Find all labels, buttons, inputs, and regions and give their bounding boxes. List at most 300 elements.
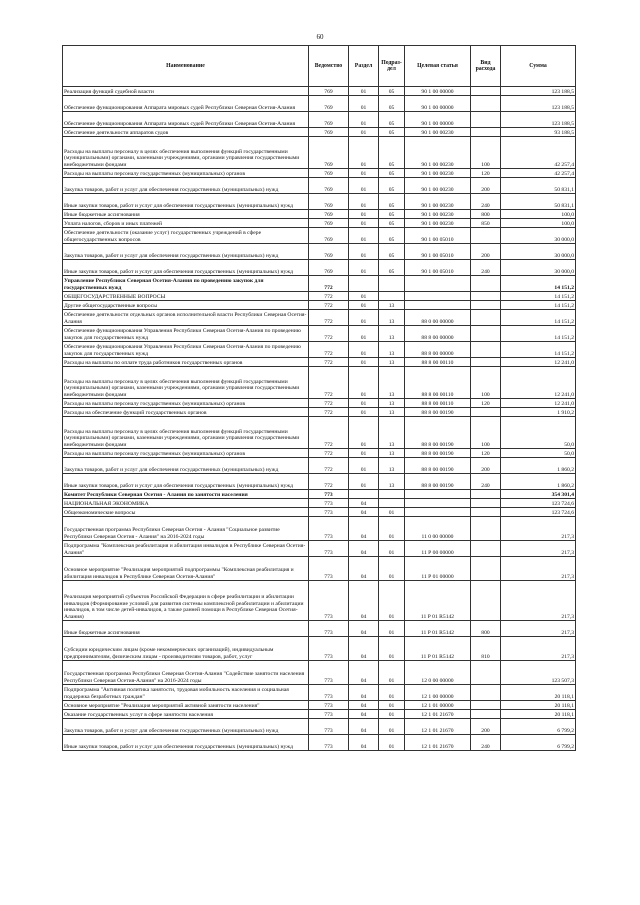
- cell-subsection: 13: [379, 301, 405, 310]
- cell-amount: 12 241,0: [501, 367, 576, 399]
- table-row: [63, 449, 576, 458]
- table-row: [63, 292, 576, 301]
- cell-name: Подпрограмма "Активная политика занятости, трудовая мобильность населения и социальная поддержка безработных граждан": [63, 685, 309, 701]
- cell-section: 01: [349, 399, 379, 408]
- cell-target-article: 88 8 00 00000: [405, 326, 471, 342]
- cell-name: Расходы на выплаты по оплате труда работников государственных органов: [63, 358, 309, 367]
- table-row: [63, 310, 576, 326]
- cell-target-article: 90 1 00 05010: [405, 260, 471, 276]
- table-row: [63, 701, 576, 710]
- cell-target-article: 11 Р 01 R5142: [405, 621, 471, 637]
- cell-subsection: 13: [379, 358, 405, 367]
- cell-expense-type: [471, 301, 501, 310]
- cell-department: 773: [309, 499, 349, 508]
- header-target-article: Целевая статья: [405, 46, 471, 87]
- cell-expense-type: [471, 276, 501, 292]
- cell-name: Реализация функций судебной власти: [63, 87, 309, 96]
- cell-expense-type: 200: [471, 178, 501, 194]
- cell-subsection: 01: [379, 557, 405, 581]
- cell-subsection: 05: [379, 87, 405, 96]
- header-subsection: Подраз- дел: [379, 46, 405, 87]
- cell-subsection: 01: [379, 621, 405, 637]
- table-row: [63, 621, 576, 637]
- cell-expense-type: 800: [471, 621, 501, 637]
- table-row: [63, 735, 576, 751]
- cell-section: 01: [349, 210, 379, 219]
- cell-section: 04: [349, 735, 379, 751]
- cell-amount: 6 799,2: [501, 735, 576, 751]
- cell-target-article: 90 1 00 00000: [405, 87, 471, 96]
- cell-amount: 12 241,0: [501, 358, 576, 367]
- cell-target-article: [405, 276, 471, 292]
- cell-subsection: 05: [379, 169, 405, 178]
- cell-name: Обеспечение функционирования Аппарата мировых судей Республики Северная Осетия-Алания: [63, 112, 309, 128]
- table-row: [63, 169, 576, 178]
- cell-department: 769: [309, 128, 349, 137]
- table-row: [63, 637, 576, 661]
- cell-amount: 1 860,2: [501, 474, 576, 490]
- cell-amount: 93 188,5: [501, 128, 576, 137]
- cell-section: 01: [349, 301, 379, 310]
- cell-section: 01: [349, 458, 379, 474]
- cell-department: 772: [309, 358, 349, 367]
- cell-target-article: 90 1 00 00230: [405, 178, 471, 194]
- cell-name: Реализация мероприятий субъектов Российской Федерации в сфере реабилитации и абилитации инвалидов (Формирование условий для развития системы комплексной реабилитации и абилитации инвалидов, в том числе детей-инвалидов, а также ранней помощи в Республике Северная Осетия-Алания): [63, 581, 309, 621]
- table-row: [63, 358, 576, 367]
- cell-expense-type: [471, 292, 501, 301]
- table-row: [63, 228, 576, 244]
- cell-amount: 217,3: [501, 557, 576, 581]
- cell-name: Закупка товаров, работ и услуг для обеспечения государственных (муниципальных) нужд: [63, 719, 309, 735]
- cell-name: Иные закупки товаров, работ и услуг для обеспечения государственных (муниципальных) нужд: [63, 194, 309, 210]
- cell-subsection: 01: [379, 517, 405, 541]
- cell-subsection: 13: [379, 408, 405, 417]
- cell-name: НАЦИОНАЛЬНАЯ ЭКОНОМИКА: [63, 499, 309, 508]
- cell-department: 773: [309, 508, 349, 517]
- budget-table: [62, 45, 576, 751]
- cell-target-article: 11 Р 01 R5142: [405, 581, 471, 621]
- cell-department: 769: [309, 112, 349, 128]
- cell-section: 01: [349, 137, 379, 169]
- cell-amount: 123 507,3: [501, 661, 576, 685]
- cell-expense-type: [471, 541, 501, 557]
- cell-subsection: 05: [379, 137, 405, 169]
- cell-subsection: 05: [379, 260, 405, 276]
- cell-name: Обеспечение деятельности (оказание услуг) государственных учреждений в сфере общегосударственных вопросов: [63, 228, 309, 244]
- cell-subsection: 01: [379, 735, 405, 751]
- table-row: [63, 367, 576, 399]
- table-row: [63, 458, 576, 474]
- cell-subsection: [379, 499, 405, 508]
- cell-name: Расходы на выплаты персоналу в целях обеспечения выполнения функций государственными (муниципальными) органами, казенными учреждениями, органами управления государственными внебюджетными фондами: [63, 137, 309, 169]
- cell-name: Закупка товаров, работ и услуг для обеспечения государственных (муниципальных) нужд: [63, 244, 309, 260]
- cell-amount: 30 000,0: [501, 260, 576, 276]
- cell-department: 773: [309, 710, 349, 719]
- cell-amount: 6 799,2: [501, 719, 576, 735]
- cell-expense-type: [471, 710, 501, 719]
- cell-target-article: 90 1 00 05010: [405, 228, 471, 244]
- table-body: [63, 87, 576, 751]
- cell-subsection: 13: [379, 326, 405, 342]
- cell-subsection: 01: [379, 710, 405, 719]
- cell-department: 769: [309, 96, 349, 112]
- cell-name: Иные закупки товаров, работ и услуг для обеспечения государственных (муниципальных) нужд: [63, 474, 309, 490]
- cell-name: Иные закупки товаров, работ и услуг для обеспечения государственных (муниципальных) нужд: [63, 735, 309, 751]
- cell-name: Закупка товаров, работ и услуг для обеспечения государственных (муниципальных) нужд: [63, 178, 309, 194]
- cell-name: Иные бюджетные ассигнования: [63, 210, 309, 219]
- cell-target-article: 11 Р 01 00000: [405, 557, 471, 581]
- cell-target-article: 88 0 00 00000: [405, 310, 471, 326]
- cell-department: 772: [309, 399, 349, 408]
- cell-amount: 14 151,2: [501, 301, 576, 310]
- cell-name: Другие общегосударственные вопросы: [63, 301, 309, 310]
- cell-expense-type: [471, 499, 501, 508]
- cell-subsection: 05: [379, 194, 405, 210]
- cell-expense-type: 100: [471, 367, 501, 399]
- cell-target-article: [405, 301, 471, 310]
- cell-subsection: 13: [379, 399, 405, 408]
- cell-name: Расходы на выплаты персоналу государственных (муниципальных) органов: [63, 399, 309, 408]
- cell-department: 773: [309, 557, 349, 581]
- cell-amount: 30 000,0: [501, 244, 576, 260]
- cell-target-article: 88 8 00 00110: [405, 358, 471, 367]
- cell-amount: 123 188,5: [501, 87, 576, 96]
- table-row: [63, 710, 576, 719]
- cell-expense-type: [471, 326, 501, 342]
- cell-section: 01: [349, 292, 379, 301]
- cell-expense-type: [471, 701, 501, 710]
- cell-subsection: 13: [379, 474, 405, 490]
- cell-target-article: [405, 490, 471, 499]
- cell-amount: 50 831,1: [501, 194, 576, 210]
- cell-name: Закупка товаров, работ и услуг для обеспечения государственных (муниципальных) нужд: [63, 458, 309, 474]
- cell-section: 04: [349, 517, 379, 541]
- cell-target-article: 90 1 00 00230: [405, 219, 471, 228]
- cell-department: 773: [309, 621, 349, 637]
- cell-expense-type: 810: [471, 637, 501, 661]
- cell-name: Обеспечение деятельности отдельных органов исполнительной власти Республики Северная Осетия-Алания: [63, 310, 309, 326]
- cell-target-article: 88 8 00 00190: [405, 417, 471, 449]
- table-row: [63, 326, 576, 342]
- cell-section: 01: [349, 326, 379, 342]
- cell-name: Обеспечение функционирования Аппарата мировых судей Республики Северная Осетия-Алания: [63, 96, 309, 112]
- cell-subsection: 13: [379, 310, 405, 326]
- cell-target-article: 12 1 01 00000: [405, 701, 471, 710]
- cell-name: Расходы на выплаты персоналу в целях обеспечения выполнения функций государственными (муниципальными) органами, казенными учреждениями, органами управления государственными внебюджетными фондами: [63, 367, 309, 399]
- cell-name: Расходы на выплаты персоналу в целях обеспечения выполнения функций государственными (муниципальными) органами, казенными учреждениями, органами управления государственными внебюджетными фондами: [63, 417, 309, 449]
- cell-name: Обеспечение деятельности аппаратов судов: [63, 128, 309, 137]
- cell-section: 01: [349, 408, 379, 417]
- cell-section: 01: [349, 228, 379, 244]
- cell-amount: 123 188,5: [501, 96, 576, 112]
- cell-expense-type: [471, 581, 501, 621]
- cell-section: 01: [349, 310, 379, 326]
- cell-subsection: 13: [379, 342, 405, 358]
- cell-department: 773: [309, 685, 349, 701]
- cell-subsection: 05: [379, 210, 405, 219]
- cell-department: 773: [309, 719, 349, 735]
- cell-subsection: 05: [379, 219, 405, 228]
- cell-expense-type: [471, 517, 501, 541]
- cell-department: 772: [309, 474, 349, 490]
- cell-subsection: 01: [379, 719, 405, 735]
- cell-section: 01: [349, 178, 379, 194]
- cell-subsection: 05: [379, 228, 405, 244]
- cell-name: ОБЩЕГОСУДАРСТВЕННЫЕ ВОПРОСЫ: [63, 292, 309, 301]
- cell-name: Расходы на выплаты персоналу государственных (муниципальных) органов: [63, 449, 309, 458]
- cell-name: Основное мероприятие "Реализация мероприятий подпрограммы "Комплексная реабилитация и абилитация инвалидов в Республике Северная Осетия-Алания": [63, 557, 309, 581]
- cell-department: 769: [309, 244, 349, 260]
- cell-department: 769: [309, 228, 349, 244]
- cell-subsection: 13: [379, 417, 405, 449]
- cell-department: 769: [309, 219, 349, 228]
- cell-section: 04: [349, 661, 379, 685]
- cell-name: Иные бюджетные ассигнования: [63, 621, 309, 637]
- cell-subsection: 05: [379, 128, 405, 137]
- cell-department: 772: [309, 292, 349, 301]
- cell-expense-type: [471, 128, 501, 137]
- table-row: [63, 260, 576, 276]
- cell-subsection: 05: [379, 244, 405, 260]
- cell-section: 01: [349, 474, 379, 490]
- cell-department: 773: [309, 661, 349, 685]
- cell-target-article: 90 1 00 00230: [405, 128, 471, 137]
- header-section: Раздел: [349, 46, 379, 87]
- cell-target-article: 88 8 00 00190: [405, 408, 471, 417]
- table-row: [63, 276, 576, 292]
- cell-department: 773: [309, 541, 349, 557]
- table-header-row: [63, 46, 576, 87]
- cell-expense-type: 120: [471, 399, 501, 408]
- cell-target-article: 90 1 00 00230: [405, 169, 471, 178]
- cell-name: Расходы на выплаты персоналу государственных (муниципальных) органов: [63, 169, 309, 178]
- cell-department: 769: [309, 137, 349, 169]
- cell-expense-type: 240: [471, 260, 501, 276]
- cell-target-article: 88 8 00 00190: [405, 449, 471, 458]
- cell-target-article: [405, 292, 471, 301]
- cell-subsection: 05: [379, 178, 405, 194]
- cell-subsection: 01: [379, 685, 405, 701]
- table-row: [63, 194, 576, 210]
- cell-section: 04: [349, 637, 379, 661]
- cell-amount: 20 118,1: [501, 685, 576, 701]
- cell-department: 772: [309, 301, 349, 310]
- cell-section: 04: [349, 701, 379, 710]
- cell-subsection: 01: [379, 661, 405, 685]
- cell-expense-type: 100: [471, 417, 501, 449]
- cell-amount: 217,3: [501, 637, 576, 661]
- table-row: [63, 581, 576, 621]
- cell-target-article: 88 8 00 00110: [405, 399, 471, 408]
- cell-subsection: 13: [379, 449, 405, 458]
- cell-target-article: 88 8 00 00190: [405, 474, 471, 490]
- cell-subsection: 13: [379, 367, 405, 399]
- cell-amount: 14 151,2: [501, 292, 576, 301]
- cell-name: Обеспечение функционирования Управления Республики Северная Осетия-Алания по проведению закупок для государственных нужд: [63, 342, 309, 358]
- table-row: [63, 399, 576, 408]
- cell-target-article: 90 1 00 00000: [405, 96, 471, 112]
- cell-target-article: 12 1 01 21670: [405, 719, 471, 735]
- cell-subsection: 13: [379, 458, 405, 474]
- table-row: [63, 685, 576, 701]
- cell-amount: 217,3: [501, 581, 576, 621]
- cell-name: Субсидии юридическим лицам (кроме некоммерческих организаций), индивидуальным предпринимателям, физическим лицам - производителям товаров, работ, услуг: [63, 637, 309, 661]
- cell-target-article: [405, 508, 471, 517]
- cell-department: 772: [309, 326, 349, 342]
- cell-section: 01: [349, 219, 379, 228]
- cell-amount: 50 831,1: [501, 178, 576, 194]
- cell-target-article: 12 0 00 00000: [405, 661, 471, 685]
- cell-department: 769: [309, 169, 349, 178]
- cell-target-article: 88 8 00 00110: [405, 367, 471, 399]
- header-amount: Сумма: [501, 46, 576, 87]
- header-department: Ведомство: [309, 46, 349, 87]
- cell-target-article: 11 0 00 00000: [405, 517, 471, 541]
- table-row: [63, 342, 576, 358]
- cell-department: 769: [309, 194, 349, 210]
- cell-department: 772: [309, 449, 349, 458]
- cell-name: Основное мероприятие "Реализация мероприятий активной занятости населения": [63, 701, 309, 710]
- cell-name: Государственная программа Республики Северная Осетия-Алания "Содействие занятости населения Республики Северная Осетия-Алания" на 2016-2024 годы: [63, 661, 309, 685]
- cell-amount: 217,3: [501, 517, 576, 541]
- header-expense-type: Вид расхода: [471, 46, 501, 87]
- table-row: [63, 508, 576, 517]
- cell-department: 772: [309, 342, 349, 358]
- cell-expense-type: [471, 112, 501, 128]
- cell-subsection: 01: [379, 508, 405, 517]
- cell-expense-type: [471, 87, 501, 96]
- cell-expense-type: [471, 661, 501, 685]
- table-row: [63, 541, 576, 557]
- table-row: [63, 719, 576, 735]
- cell-department: 772: [309, 310, 349, 326]
- cell-amount: 14 151,2: [501, 310, 576, 326]
- cell-section: 04: [349, 719, 379, 735]
- cell-name: Общеэкономические вопросы: [63, 508, 309, 517]
- table-row: [63, 301, 576, 310]
- cell-amount: 100,0: [501, 210, 576, 219]
- cell-expense-type: 200: [471, 458, 501, 474]
- cell-name: Подпрограмма "Комплексная реабилитация и абилитация инвалидов в Республике Северная Осетия-Алания": [63, 541, 309, 557]
- cell-target-article: 90 1 00 00230: [405, 210, 471, 219]
- table-row: [63, 557, 576, 581]
- cell-amount: 20 118,1: [501, 710, 576, 719]
- header-name: Наименование: [63, 46, 309, 87]
- cell-amount: 30 000,0: [501, 228, 576, 244]
- cell-expense-type: [471, 358, 501, 367]
- cell-expense-type: 200: [471, 719, 501, 735]
- cell-department: 773: [309, 637, 349, 661]
- cell-amount: 100,0: [501, 219, 576, 228]
- cell-expense-type: [471, 508, 501, 517]
- cell-amount: 1 910,2: [501, 408, 576, 417]
- cell-amount: 14 151,2: [501, 276, 576, 292]
- cell-expense-type: [471, 96, 501, 112]
- cell-amount: 123 724,6: [501, 508, 576, 517]
- cell-section: 04: [349, 621, 379, 637]
- cell-expense-type: 240: [471, 735, 501, 751]
- cell-department: 769: [309, 210, 349, 219]
- cell-section: 01: [349, 128, 379, 137]
- table-row: [63, 137, 576, 169]
- cell-target-article: [405, 499, 471, 508]
- table-row: [63, 490, 576, 499]
- cell-department: 773: [309, 490, 349, 499]
- cell-target-article: 90 1 00 00230: [405, 194, 471, 210]
- cell-name: Расходы на обеспечение функций государственных органов: [63, 408, 309, 417]
- cell-section: [349, 276, 379, 292]
- cell-department: 769: [309, 178, 349, 194]
- cell-target-article: 12 1 01 21670: [405, 710, 471, 719]
- cell-name: Управление Республики Северная Осетия-Алания по проведению закупок для государственных нужд: [63, 276, 309, 292]
- cell-expense-type: [471, 228, 501, 244]
- cell-amount: 217,3: [501, 621, 576, 637]
- cell-department: 769: [309, 87, 349, 96]
- cell-department: 772: [309, 367, 349, 399]
- cell-target-article: 88 8 00 00190: [405, 458, 471, 474]
- cell-amount: 50,0: [501, 417, 576, 449]
- cell-subsection: [379, 276, 405, 292]
- cell-department: 773: [309, 517, 349, 541]
- cell-target-article: 90 1 00 00000: [405, 112, 471, 128]
- cell-expense-type: [471, 310, 501, 326]
- cell-subsection: [379, 292, 405, 301]
- cell-department: 773: [309, 581, 349, 621]
- cell-expense-type: 240: [471, 474, 501, 490]
- cell-subsection: 05: [379, 112, 405, 128]
- cell-subsection: 01: [379, 541, 405, 557]
- cell-subsection: 01: [379, 581, 405, 621]
- table-row: [63, 112, 576, 128]
- cell-target-article: 12 1 01 21670: [405, 735, 471, 751]
- cell-name: Уплата налогов, сборов и иных платежей: [63, 219, 309, 228]
- cell-amount: 1 860,2: [501, 458, 576, 474]
- cell-expense-type: 850: [471, 219, 501, 228]
- cell-expense-type: [471, 557, 501, 581]
- cell-name: Обеспечение функционирования Управления Республики Северная Осетия-Алания по проведению закупок для государственных нужд: [63, 326, 309, 342]
- cell-section: 04: [349, 541, 379, 557]
- cell-section: 01: [349, 112, 379, 128]
- cell-expense-type: 800: [471, 210, 501, 219]
- table-row: [63, 128, 576, 137]
- cell-amount: 42 257,4: [501, 137, 576, 169]
- cell-expense-type: 200: [471, 244, 501, 260]
- cell-subsection: 01: [379, 701, 405, 710]
- cell-amount: 20 118,1: [501, 701, 576, 710]
- cell-section: 04: [349, 499, 379, 508]
- table-row: [63, 87, 576, 96]
- cell-expense-type: [471, 685, 501, 701]
- cell-expense-type: [471, 408, 501, 417]
- cell-amount: 217,3: [501, 541, 576, 557]
- cell-target-article: 88 8 00 00000: [405, 342, 471, 358]
- table-row: [63, 210, 576, 219]
- cell-section: 04: [349, 508, 379, 517]
- table-row: [63, 178, 576, 194]
- cell-section: 01: [349, 342, 379, 358]
- cell-department: 769: [309, 260, 349, 276]
- cell-section: 01: [349, 169, 379, 178]
- cell-section: 04: [349, 581, 379, 621]
- table-row: [63, 474, 576, 490]
- cell-expense-type: [471, 490, 501, 499]
- cell-section: 01: [349, 260, 379, 276]
- cell-subsection: [379, 490, 405, 499]
- table-row: [63, 499, 576, 508]
- cell-amount: 14 151,2: [501, 342, 576, 358]
- cell-target-article: 90 1 00 00230: [405, 137, 471, 169]
- table-row: [63, 417, 576, 449]
